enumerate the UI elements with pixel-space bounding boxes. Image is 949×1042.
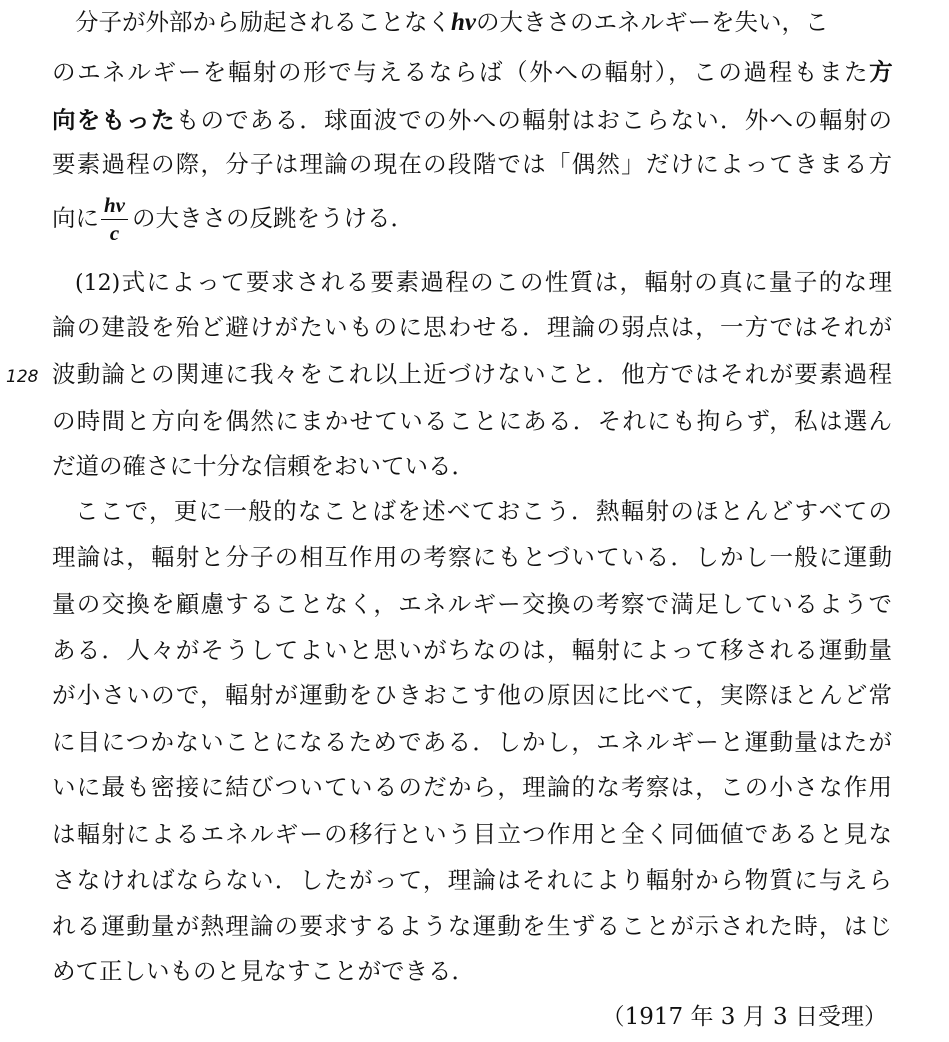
text: ある．人々がそうしてよいと思いがちなのは，輻射によって移される運動量	[52, 636, 892, 664]
text: 分子が外部から励起されることなく	[75, 8, 451, 36]
text: 量の交換を顧慮することなく，エネルギー交換の考察で満足しているようで	[52, 590, 892, 618]
p1-line-4	[52, 144, 892, 184]
p1-line-2	[52, 52, 892, 92]
text: の時間と方向を偶然にまかせていることにある．それにも拘らず，私は選ん	[52, 407, 892, 435]
p2-line-4	[52, 401, 892, 441]
text: 要素過程の際，分子は理論の現在の段階では「偶然」だけによってきまる方	[52, 150, 892, 178]
equation-ref: (12)	[75, 271, 121, 296]
text: 式によって要求される要素過程のこの性質は，輻射の真に量子的な理	[120, 268, 892, 296]
text: のエネルギーを輻射の形で与えるならば（外への輻射），この過程もまた	[52, 58, 870, 86]
fraction-h-nu-over-c	[101, 195, 128, 244]
p3-line-7	[52, 767, 892, 807]
p3-line-8	[52, 814, 892, 854]
p3-line-11	[52, 951, 892, 991]
p3-line-4	[52, 630, 892, 670]
p3-line-9	[52, 860, 892, 900]
text: は輻射によるエネルギーの移行という目立つ作用と全く同価値であると見な	[52, 820, 892, 848]
p3-line-5	[52, 675, 892, 715]
p3-line-6	[52, 722, 892, 762]
text: 波動論との関連に我々をこれ以上近づけないこと．他方ではそれが要素過程	[52, 360, 892, 388]
p1-line-1	[75, 2, 892, 42]
text: 理論は，輻射と分子の相互作用の考察にもとづいている．しかし一般に運動	[52, 543, 892, 571]
received-date: （1917 年 3 月 3 日受理）	[601, 1004, 887, 1030]
fraction-denominator: c	[109, 221, 120, 245]
text: が小さいので，輻射が運動をひきおこす他の原因に比べて，実際ほとんど常	[52, 681, 892, 709]
p1-line-5	[52, 193, 892, 245]
p1-line-3	[52, 100, 892, 140]
text: の大きさのエネルギーを失い，こ	[476, 8, 829, 36]
p2-line-5	[52, 446, 892, 486]
fraction-numerator: hν	[101, 195, 128, 220]
p2-line-3	[52, 354, 892, 394]
text: の大きさの反跳をうける．	[132, 204, 414, 232]
p3-line-3	[52, 584, 892, 624]
p2-line-1	[75, 262, 892, 302]
text: 論の建設を殆ど避けがたいものに思わせる．理論の弱点は，一方ではそれが	[52, 313, 892, 341]
emphasis-text: 向をもった	[52, 106, 176, 134]
p3-line-10	[52, 906, 892, 946]
margin-page-number: 128	[6, 367, 39, 387]
text: だ道の確さに十分な信頼をおいている．	[52, 452, 475, 480]
text: さなければならない．したがって，理論はそれにより輻射から物質に与えら	[52, 866, 892, 894]
text: めて正しいものと見なすことができる．	[52, 957, 475, 985]
math-h-nu: hν	[451, 9, 476, 36]
p3-line-1	[75, 491, 892, 531]
emphasis-text: 方	[869, 58, 892, 86]
text: ものである．球面波での外への輻射はおこらない．外への輻射の	[175, 106, 893, 134]
p3-line-2	[52, 537, 892, 577]
p2-line-2	[52, 307, 892, 347]
text: れる運動量が熱理論の要求するような運動を生ずることが示された時，はじ	[52, 912, 892, 940]
text: に目につかないことになるためである．しかし，エネルギーと運動量はたが	[52, 728, 892, 756]
text: ここで，更に一般的なことばを述べておこう．熱輻射のほとんどすべての	[75, 497, 892, 525]
text: いに最も密接に結びついているのだから，理論的な考察は，この小さな作用	[52, 773, 892, 801]
text: 向に	[52, 204, 99, 232]
